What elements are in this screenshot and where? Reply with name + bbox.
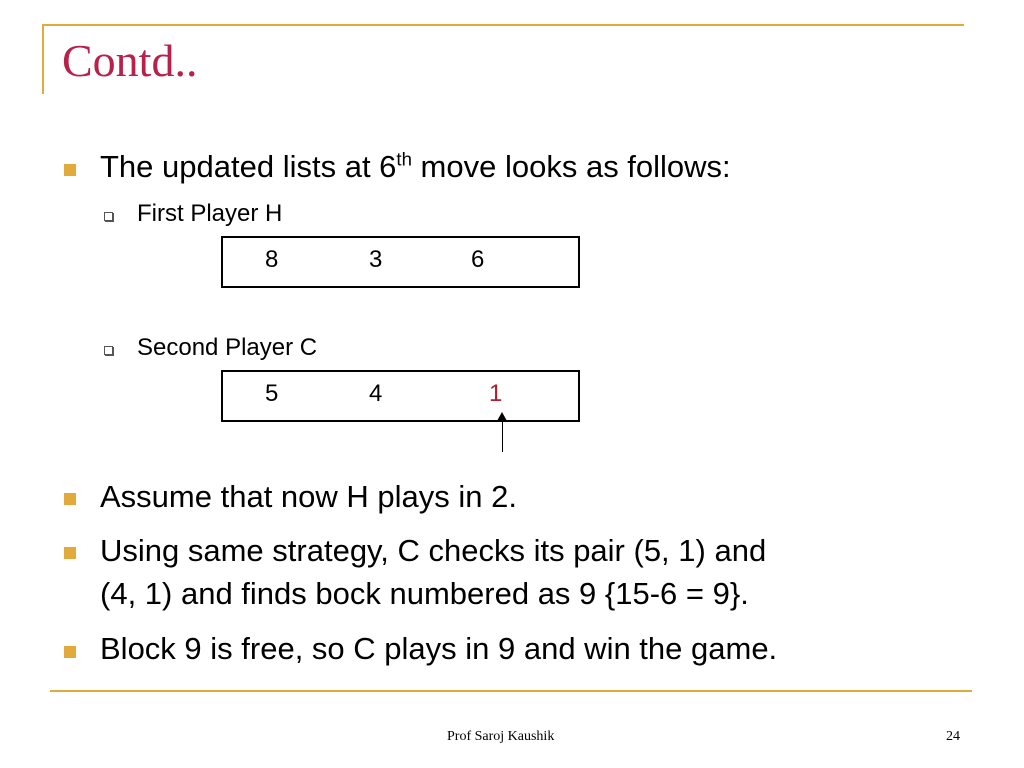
bullet-marker — [64, 164, 76, 176]
list-c-item-1: 5 — [265, 380, 279, 407]
bullet1-pre: The updated lists at 6 — [100, 149, 397, 184]
arrow-shaft — [502, 420, 503, 452]
list-c-item-3-highlighted: 1 — [489, 380, 503, 407]
list-h-item-3: 6 — [471, 246, 485, 273]
bullet-marker — [64, 547, 76, 559]
bullet1-post: move looks as follows: — [411, 149, 731, 184]
sub-bullet-marker — [104, 346, 113, 355]
bullet-text-strategy-line1: Using same strategy, C checks its pair (5, 1) and — [100, 533, 767, 568]
left-rule — [42, 24, 44, 94]
list-h-item-2: 3 — [369, 246, 383, 273]
footer-author: Prof Saroj Kaushik — [447, 729, 555, 744]
first-player-list-box — [221, 236, 580, 288]
sub-text-second-player: Second Player C — [137, 334, 318, 361]
list-h-item-1: 8 — [265, 246, 279, 273]
sub-text-first-player: First Player H — [137, 200, 283, 227]
sub-bullet-marker — [104, 212, 113, 221]
bullet-text-assume: Assume that now H plays in 2. — [100, 479, 517, 514]
slide-title: Contd.. — [62, 35, 198, 86]
list-c-item-2: 4 — [369, 380, 383, 407]
bullet-text-strategy-line2: (4, 1) and finds bock numbered as 9 {15-6 = 9}. — [100, 576, 749, 611]
bullet1-sup: th — [396, 148, 412, 170]
top-rule — [42, 24, 964, 26]
page-number: 24 — [946, 729, 960, 744]
bullet-text-block-free: Block 9 is free, so C plays in 9 and win the game. — [100, 631, 778, 666]
second-player-list-box — [221, 370, 580, 422]
bottom-rule — [50, 690, 972, 692]
bullet-marker — [64, 493, 76, 505]
bullet-text-updated-lists — [100, 146, 731, 188]
bullet-marker — [64, 646, 76, 658]
